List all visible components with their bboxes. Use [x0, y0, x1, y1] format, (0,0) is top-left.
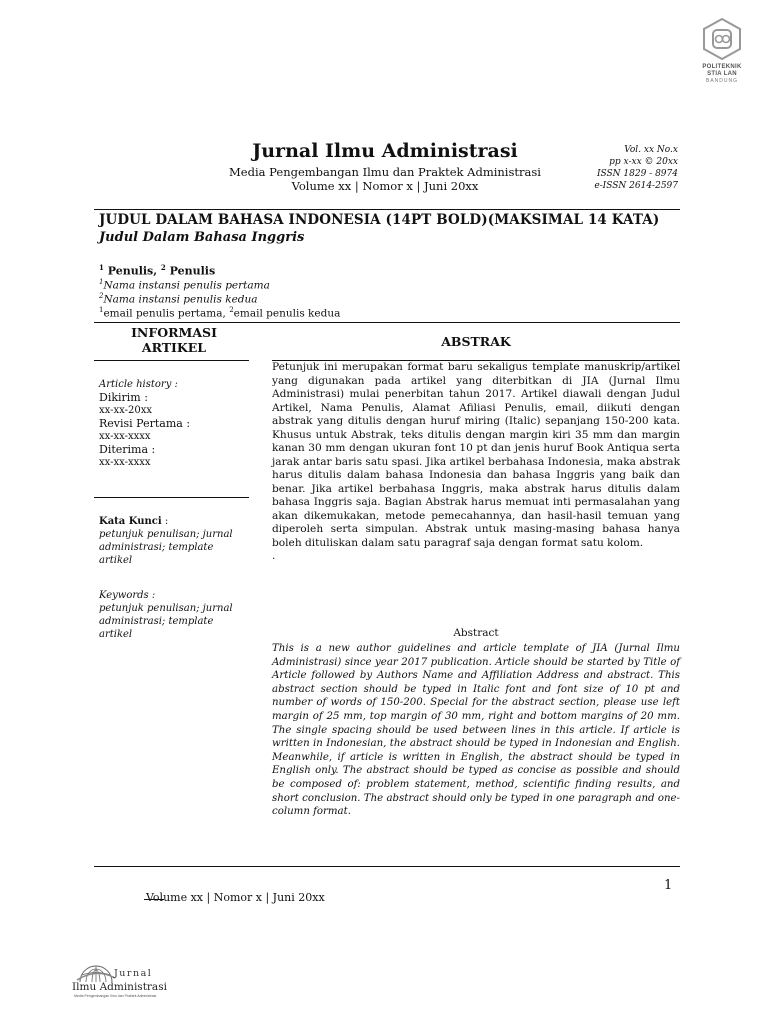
author1-sup: 1 — [99, 263, 104, 272]
kata-kunci-value: petunjuk penulisan; jurnal administrasi; template artikel — [99, 529, 233, 566]
abstract-english: This is a new author guidelines and article template of JIA (Jurnal Ilmu Administrasi) since year 2017 publication. Article should be started by Title of Article followed by Authors Name and Affiliation Address and abstract. This abstract section should be typed in Italic font and font size of 10 pt and number of words of 150-200. Special for the abstract section, please use left margin of 25 mm, top margin of 30 mm, right and bottom margins of 20 mm. The single spacing should be used between lines in this article. If article is written in Indonesian, the abstract should be typed in Indonesian and English. Meanwhile, if article is written in English, the abstract should be typed in English only. The abstract should be typed as concise as possible and should be composed of: problem statement, method, scientific finding results, and short conclusion. The abstract should only be typed in one paragraph and one-column format. — [272, 643, 680, 818]
author-emails — [99, 306, 340, 320]
email2-sup: 2 — [229, 306, 234, 314]
abstrak-heading: ABSTRAK — [441, 334, 511, 349]
politeknik-logo — [694, 18, 750, 82]
affiliation-1 — [99, 278, 270, 292]
authors-divider — [94, 322, 680, 323]
affiliation2-sup: 2 — [99, 292, 104, 300]
affiliation2-text: Nama instansi penulis kedua — [103, 293, 258, 306]
header-divider — [94, 209, 680, 210]
keywords-block — [99, 589, 249, 641]
meta-eissn: e-ISSN 2614-2597 — [594, 181, 678, 191]
meta-pages: pp x-xx © 20xx — [609, 157, 678, 167]
author-line — [99, 263, 215, 278]
diterima-label: Diterima : — [99, 443, 156, 456]
info-heading-divider — [94, 360, 249, 361]
content-end-divider — [94, 866, 680, 867]
journal-meta — [574, 144, 678, 192]
journal-title: Jurnal Ilmu Administrasi — [252, 140, 518, 162]
revisi-label: Revisi Pertama : — [99, 417, 191, 430]
article-title: JUDUL DALAM BAHASA INDONESIA (14PT BOLD)(MAKSIMAL 14 KATA) — [99, 212, 660, 228]
footer-volume-line: Volume xx | Nomor x | Juni 20xx — [146, 891, 325, 904]
affiliation1-sup: 1 — [99, 278, 104, 286]
author2-sup: 2 — [160, 263, 166, 272]
info-keyword-divider — [94, 497, 249, 498]
author-separator: , — [153, 264, 161, 278]
journal-subtitle: Media Pengembangan Ilmu dan Praktek Administrasi — [229, 165, 541, 179]
keywords-label: Keywords : — [99, 590, 156, 601]
meta-issn: ISSN 1829 - 8974 — [596, 169, 678, 179]
email1-sup: 1 — [99, 306, 104, 314]
history-label: Article history : — [99, 379, 178, 390]
kata-kunci-label: Kata Kunci — [99, 516, 162, 527]
dikirim-label: Dikirim : — [99, 391, 148, 404]
author2-name: Penulis — [169, 264, 216, 278]
abstract-english-heading: Abstract — [453, 627, 499, 639]
email2-text: email penulis kedua — [233, 307, 341, 320]
politeknik-logo-line2: STIA LAN — [707, 71, 737, 77]
affiliation1-text: Nama instansi penulis pertama — [103, 279, 270, 292]
email1-text: email penulis pertama, — [103, 307, 230, 320]
meta-volume: Vol. xx No.x — [624, 145, 678, 155]
jia-logo-word1: Jurnal — [114, 968, 153, 979]
kata-kunci-block — [99, 515, 249, 567]
diterima-value: xx-xx-xxxx — [99, 457, 151, 468]
informasi-artikel-heading: INFORMASI ARTIKEL — [131, 325, 217, 355]
jia-logo-tagline: Media Pengembangan Ilmu dan Praktek Administrasi — [74, 994, 157, 998]
revisi-value: xx-xx-xxxx — [99, 431, 151, 442]
abstrak-indonesia-text: Petunjuk ini merupakan format baru sekaligus template manuskrip/artikel yang digunakan pada artikel yang diterbitkan di JIA (Jurnal Ilmu Administrasi) mulai penerbitan tahun 2017. Artikel diawali dengan Judul Artikel, Nama Penulis, Alamat Afiliasi Penulis, email, diikuti dengan abstrak yang ditulis dengan huruf miring (Italic) sepanjang 150-200 kata. Khusus untuk Abstrak, teks ditulis dengan margin kiri 35 mm dan margin kanan 30 mm dengan ukuran font 10 pt dan jenis huruf Book Antiqua serta jarak antar baris satu spasi. Jika artikel berbahasa Indonesia, maka abstrak harus ditulis dalam bahasa Indonesia dan bahasa Inggris yang baik dan benar. Jika artikel berbahasa Inggris, maka abstrak harus ditulis dalam bahasa Inggris saja. Bagian Abstrak harus memuat inti permasalahan yang akan dikemukakan, metode pemecahannya, dan hasil-hasil temuan yang diperoleh serta simpulan. Abstrak untuk masing-masing bahasa hanya boleh dituliskan dalam satu paragraf saja dengan format satu kolom. — [272, 361, 680, 549]
politeknik-emblem-icon — [702, 18, 742, 60]
abstrak-trailing-dot: . — [272, 550, 276, 562]
article-subtitle: Judul Dalam Bahasa Inggris — [99, 230, 305, 245]
keywords-value: petunjuk penulisan; jurnal administrasi; template artikel — [99, 603, 233, 640]
kata-kunci-colon: : — [161, 516, 169, 527]
politeknik-logo-line3: BANDUNG — [705, 78, 738, 84]
journal-volume-line: Volume xx | Nomor x | Juni 20xx — [291, 179, 479, 193]
affiliation-2 — [99, 292, 258, 306]
politeknik-logo-line1: POLITEKNIK — [702, 64, 742, 70]
author1-name: Penulis — [107, 264, 154, 278]
abstrak-indonesia — [272, 361, 680, 564]
article-history — [99, 378, 249, 469]
dikirim-value: xx-xx-20xx — [99, 405, 152, 416]
jia-logo-word2: Ilmu Administrasi — [72, 981, 167, 993]
page-number: 1 — [664, 878, 673, 893]
jia-logo — [70, 960, 190, 1000]
